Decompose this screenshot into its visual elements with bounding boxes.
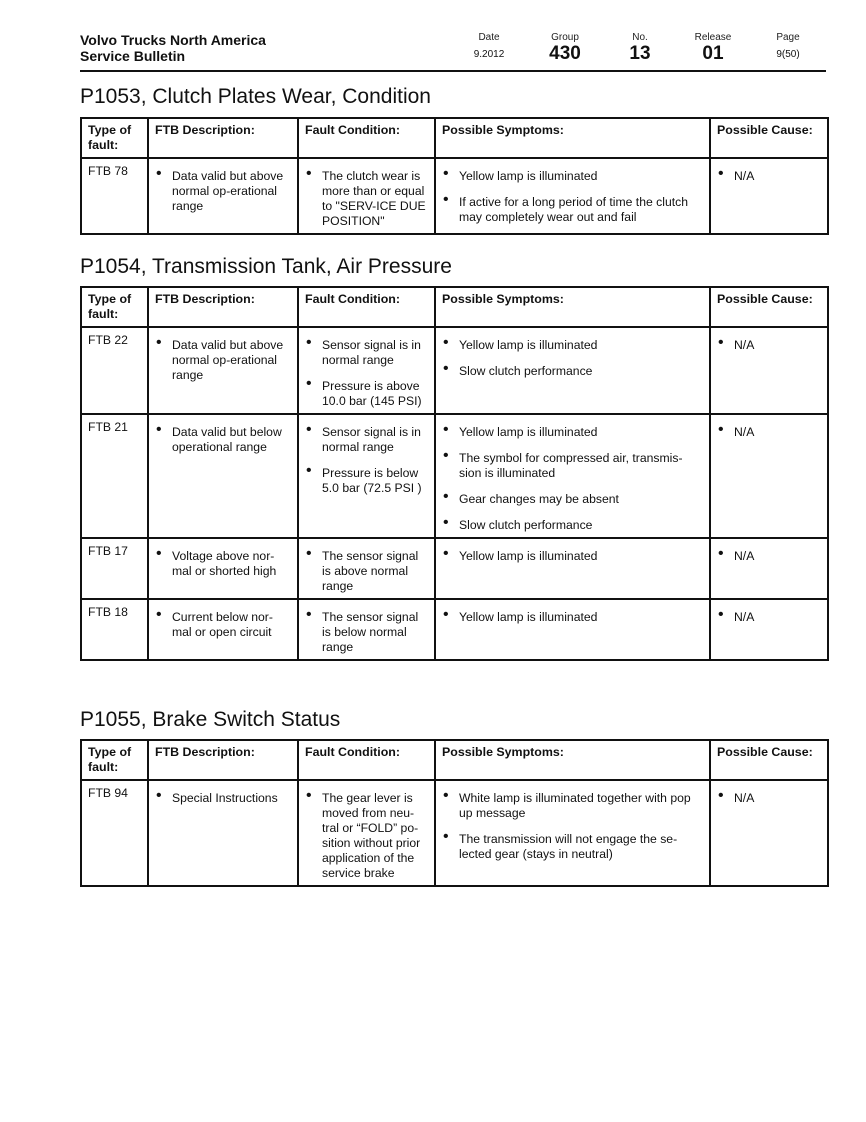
ftb-description-cell [148,780,298,886]
bullet-item: • N/A [717,549,821,564]
fault-condition-cell [298,538,435,599]
bullet-item: • Sensor signal is in normal range [305,425,428,455]
table-row [81,599,828,660]
bullet-list [305,549,428,594]
bullet-item: • Sensor signal is in normal range [305,338,428,368]
ftb-description-cell [148,538,298,599]
table-row [81,538,828,599]
header-possible-symptoms: Possible Symptoms: [435,287,710,327]
table-header-row [81,287,828,327]
fault-type-cell: FTB 78 [81,158,148,234]
header-type-of-fault: Type of fault: [81,118,148,158]
fault-type-cell: FTB 94 [81,780,148,886]
bullet-list [155,610,291,640]
section-title: P1053, Clutch Plates Wear, Condition [80,85,431,108]
ftb-description-cell [148,327,298,414]
bullet-item: • Data valid but above normal op-erational range [155,338,291,383]
date-label: Date [478,32,500,43]
fault-table [80,739,829,887]
possible-cause-cell [710,599,828,660]
bullet-item: • Yellow lamp is illuminated [442,169,703,184]
bullet-list [717,549,821,564]
bulletin-header [80,32,826,72]
possible-symptoms-cell [435,327,710,414]
table-header-row [81,118,828,158]
possible-cause-cell [710,158,828,234]
release-label: Release [694,32,732,43]
bullet-item: • Yellow lamp is illuminated [442,549,703,564]
header-type-of-fault: Type of fault: [81,287,148,327]
fault-table [80,286,829,661]
bullet-item: • Data valid but above normal op-erational range [155,169,291,214]
possible-symptoms-cell [435,414,710,538]
bullet-item: • N/A [717,610,821,625]
possible-symptoms-cell [435,599,710,660]
bullet-list [442,791,703,862]
page-value: 9(50) [776,49,800,60]
ftb-description-cell [148,414,298,538]
bullet-list [305,169,428,229]
bullet-list [717,791,821,806]
group-label: Group [551,32,579,43]
bullet-list [305,610,428,655]
header-possible-cause: Possible Cause: [710,740,828,780]
bullet-list [717,169,821,184]
fault-table [80,117,829,235]
bullet-item: • N/A [717,169,821,184]
table-header-row [81,740,828,780]
bullet-item: • The sensor signal is above normal range [305,549,428,594]
possible-symptoms-cell [435,538,710,599]
date-field [464,32,514,62]
fault-condition-cell [298,327,435,414]
table-row [81,780,828,886]
bullet-list [717,425,821,440]
bullet-list [155,791,291,806]
bullet-list [305,425,428,496]
bullet-item: • Pressure is below 5.0 bar (72.5 PSI ) [305,466,428,496]
release-field [688,32,738,64]
release-value: 01 [702,43,724,64]
bullet-item: • If active for a long period of time the clutch may completely wear out and fail [442,195,703,225]
fault-type-cell: FTB 22 [81,327,148,414]
fault-type-cell: FTB 21 [81,414,148,538]
group-value: 430 [549,43,581,64]
bullet-item: • Gear changes may be absent [442,492,703,507]
company-name: Volvo Trucks North America [80,32,266,48]
possible-cause-cell [710,780,828,886]
header-fault-condition: Fault Condition: [298,287,435,327]
bullet-item: • Slow clutch performance [442,518,703,533]
bullet-list [155,425,291,455]
bullet-item: • Data valid but below operational range [155,425,291,455]
company-block [80,32,266,64]
document-type: Service Bulletin [80,48,186,64]
ftb-description-cell [148,158,298,234]
possible-cause-cell [710,414,828,538]
ftb-description-cell [148,599,298,660]
header-type-of-fault: Type of fault: [81,740,148,780]
bullet-list [717,610,821,625]
bullet-list [442,549,703,564]
bullet-list [155,549,291,579]
header-possible-cause: Possible Cause: [710,287,828,327]
bullet-item: • Special Instructions [155,791,291,806]
header-ftb-description: FTB Description: [148,740,298,780]
possible-symptoms-cell [435,780,710,886]
page-field [768,32,808,62]
number-value: 13 [629,43,651,64]
fault-type-cell: FTB 18 [81,599,148,660]
possible-cause-cell [710,538,828,599]
section-title: P1055, Brake Switch Status [80,708,341,731]
fault-condition-cell [298,780,435,886]
bullet-item: • Voltage above nor-mal or shorted high [155,549,291,579]
header-ftb-description: FTB Description: [148,118,298,158]
bullet-list [442,338,703,379]
bullet-item: • The sensor signal is below normal range [305,610,428,655]
bullet-item: • Current below nor-mal or open circuit [155,610,291,640]
bullet-item: • N/A [717,338,821,353]
header-fault-condition: Fault Condition: [298,740,435,780]
fault-condition-cell [298,599,435,660]
bullet-item: • Yellow lamp is illuminated [442,610,703,625]
table-row [81,327,828,414]
bullet-item: • The gear lever is moved from neu-tral or “FOLD” po-sition without prior application of the service brake [305,791,428,881]
bullet-list [717,338,821,353]
page-label: Page [776,32,800,43]
bullet-item: • Pressure is above 10.0 bar (145 PSI) [305,379,428,409]
header-ftb-description: FTB Description: [148,287,298,327]
bullet-item: • The clutch wear is more than or equal to "SERV-ICE DUE POSITION" [305,169,428,229]
number-field [615,32,665,64]
section-title: P1054, Transmission Tank, Air Pressure [80,255,452,278]
table-row [81,158,828,234]
bullet-item: • The transmission will not engage the se-lected gear (stays in neutral) [442,832,703,862]
bullet-item: • The symbol for compressed air, transmis-sion is illuminated [442,451,703,481]
bullet-item: • Slow clutch performance [442,364,703,379]
date-value: 9.2012 [473,49,505,60]
bullet-list [442,610,703,625]
header-possible-symptoms: Possible Symptoms: [435,118,710,158]
fault-condition-cell [298,414,435,538]
bullet-list [305,791,428,881]
bullet-item: • N/A [717,425,821,440]
header-fault-condition: Fault Condition: [298,118,435,158]
number-label: No. [632,32,648,43]
header-possible-symptoms: Possible Symptoms: [435,740,710,780]
header-possible-cause: Possible Cause: [710,118,828,158]
possible-cause-cell [710,327,828,414]
bullet-list [305,338,428,409]
fault-condition-cell [298,158,435,234]
group-field [540,32,590,64]
bullet-item: • Yellow lamp is illuminated [442,338,703,353]
bullet-item: • White lamp is illuminated together with pop up message [442,791,703,821]
bullet-list [442,425,703,533]
bullet-list [442,169,703,225]
bullet-item: • N/A [717,791,821,806]
bullet-item: • Yellow lamp is illuminated [442,425,703,440]
table-row [81,414,828,538]
possible-symptoms-cell [435,158,710,234]
bullet-list [155,338,291,383]
fault-type-cell: FTB 17 [81,538,148,599]
bullet-list [155,169,291,214]
